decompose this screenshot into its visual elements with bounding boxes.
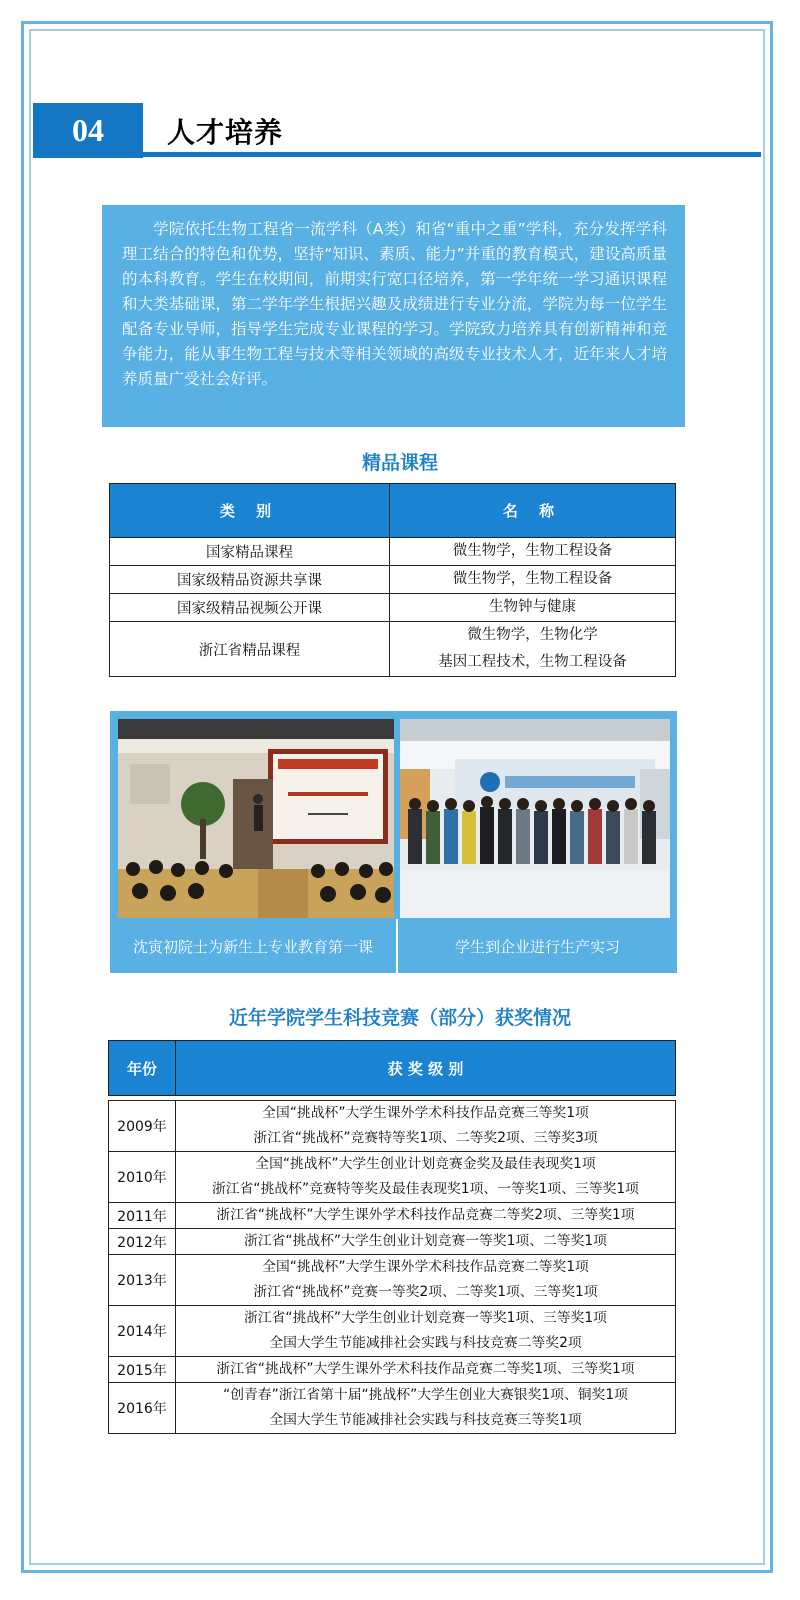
table-row (109, 1152, 676, 1203)
award-items (176, 1383, 676, 1434)
award-item: 浙江省“挑战杯”大学生课外学术科技作品竞赛二等奖1项、三等奖1项 (216, 1361, 635, 1377)
award-items (176, 1229, 676, 1255)
award-year: 2009年 (109, 1101, 176, 1152)
course-names (390, 566, 676, 594)
table-row (109, 1203, 676, 1229)
awards-header-level: 获 奖 级 别 (176, 1041, 676, 1096)
award-year: 2014年 (109, 1306, 176, 1357)
award-year: 2012年 (109, 1229, 176, 1255)
award-items (176, 1255, 676, 1306)
award-year: 2011年 (109, 1203, 176, 1229)
course-name: 生物钟与健康 (489, 599, 576, 615)
section-divider (143, 152, 761, 157)
course-category: 浙江省精品课程 (110, 622, 390, 677)
intro-panel (102, 205, 685, 427)
award-item: 全国大学生节能减排社会实践与科技竞赛二等奖2项 (269, 1335, 582, 1351)
award-items (176, 1101, 676, 1152)
table-row (109, 1101, 676, 1152)
award-item: 浙江省“挑战杯”竞赛特等奖及最佳表现奖1项、一等奖1项、三等奖1项 (212, 1181, 639, 1197)
award-year: 2013年 (109, 1255, 176, 1306)
award-item: 全国“挑战杯”大学生创业计划竞赛金奖及最佳表现奖1项 (255, 1156, 596, 1172)
course-category: 国家精品课程 (110, 538, 390, 566)
course-name: 微生物学，生物化学 (467, 627, 598, 643)
course-names (390, 538, 676, 566)
award-items (176, 1203, 676, 1229)
internship-photo (400, 719, 670, 918)
section-title: 人才培养 (167, 116, 284, 149)
table-row (109, 1255, 676, 1306)
award-item: “创青春”浙江省第十届“挑战杯”大学生创业大赛银奖1项、铜奖1项 (223, 1387, 628, 1403)
award-items (176, 1306, 676, 1357)
table-row (110, 566, 676, 594)
photo-caption-left: 沈寅初院士为新生上专业教育第一课 (132, 937, 373, 956)
table-row (109, 1383, 676, 1434)
award-year: 2016年 (109, 1383, 176, 1434)
award-year: 2015年 (109, 1357, 176, 1383)
course-name: 基因工程技术，生物工程设备 (438, 654, 627, 670)
courses-header-row (110, 484, 676, 538)
course-name: 微生物学，生物工程设备 (452, 571, 613, 587)
award-item: 浙江省“挑战杯”大学生课外学术科技作品竞赛二等奖2项、三等奖1项 (216, 1207, 635, 1223)
award-item: 浙江省“挑战杯”竞赛特等奖1项、二等奖2项、三等奖3项 (253, 1130, 598, 1146)
award-item: 浙江省“挑战杯”竞赛一等奖2项、二等奖1项、三等奖1项 (253, 1284, 598, 1300)
courses-table (109, 483, 676, 677)
course-category: 国家级精品视频公开课 (110, 594, 390, 622)
section-header (33, 103, 761, 158)
course-category: 国家级精品资源共享课 (110, 566, 390, 594)
award-item: 浙江省“挑战杯”大学生创业计划竞赛一等奖1项、三等奖1项 (244, 1310, 607, 1326)
table-row (110, 538, 676, 566)
course-name: 微生物学，生物工程设备 (452, 543, 613, 559)
award-item: 浙江省“挑战杯”大学生创业计划竞赛一等奖1项、二等奖1项 (244, 1233, 607, 1249)
award-year: 2010年 (109, 1152, 176, 1203)
award-items (176, 1152, 676, 1203)
award-item: 全国大学生节能减排社会实践与科技竞赛三等奖1项 (269, 1412, 582, 1428)
award-item: 全国“挑战杯”大学生课外学术科技作品竞赛三等奖1项 (262, 1105, 589, 1121)
awards-header-row (109, 1041, 676, 1096)
course-names (390, 594, 676, 622)
courses-heading: 精品课程 (361, 452, 438, 474)
course-names (390, 622, 676, 677)
awards-table (108, 1040, 676, 1434)
table-row (109, 1306, 676, 1357)
table-row (109, 1357, 676, 1383)
intro-text: 学院依托生物工程省一流学科（A类）和省“重中之重”学科，充分发挥学科理工结合的特色和优势，坚持“知识、素质、能力”并重的教育模式，建设高质量的本科教育。学生在校期间，前期实行宽口径培养，第一学年统一学习通识课程和大类基础课，第二学年学生根据兴趣及成绩进行专业分流，学院为每一位学生配备专业导师，指导学生完成专业课程的学习。学院致力培养具有创新精神和竞争能力，能从事生物工程与技术等相关领域的高级专业技术人才，近年来人才培养质量广受社会好评。 (122, 220, 667, 388)
lecture-photo (118, 719, 394, 918)
table-row (110, 594, 676, 622)
award-items (176, 1357, 676, 1383)
awards-heading: 近年学院学生科技竞赛（部分）获奖情况 (228, 1007, 571, 1029)
award-item: 全国“挑战杯”大学生课外学术科技作品竞赛二等奖1项 (262, 1259, 589, 1275)
photo-caption-right: 学生到企业进行生产实习 (454, 937, 620, 956)
awards-header-year: 年份 (109, 1041, 176, 1096)
courses-header-name: 名 称 (390, 484, 676, 538)
table-row (110, 622, 676, 677)
photo-panel (110, 711, 677, 973)
courses-header-category: 类 别 (110, 484, 390, 538)
table-row (109, 1229, 676, 1255)
section-number: 04 (33, 103, 143, 158)
